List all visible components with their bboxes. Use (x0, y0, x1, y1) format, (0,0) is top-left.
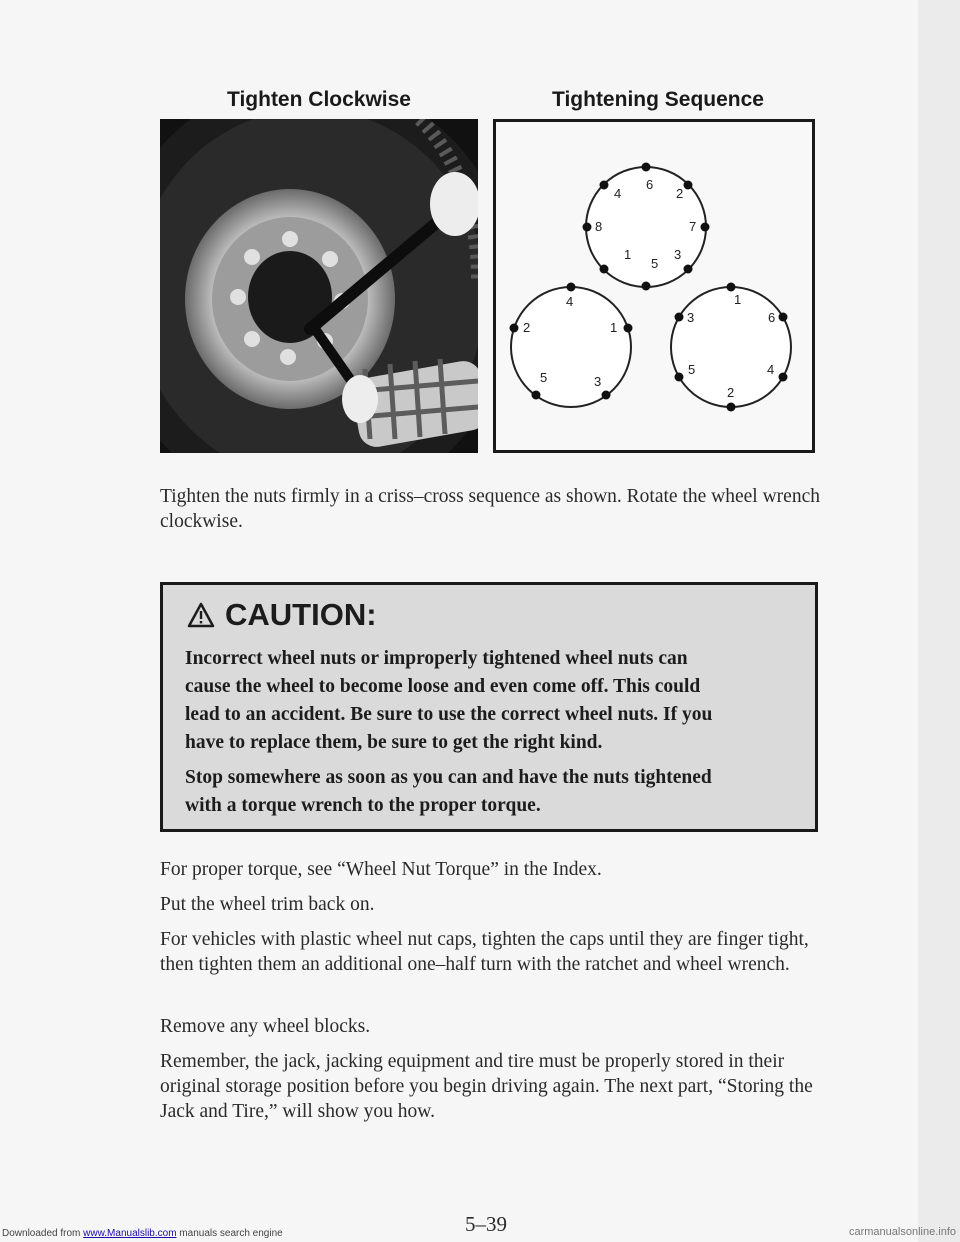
nut-label-8-2: 2 (676, 186, 684, 201)
nut-label-8-5: 5 (651, 256, 659, 271)
wheel-blocks-paragraph: Remove any wheel blocks. (160, 1016, 371, 1037)
nut-label-6-1: 1 (734, 292, 742, 307)
caution-title: CAUTION: (225, 597, 377, 632)
nut-label-8-6: 6 (646, 177, 654, 192)
nut-label-5-1: 1 (610, 320, 618, 335)
nut-label-5-3: 3 (594, 374, 602, 389)
page-number: 5–39 (465, 1212, 507, 1236)
warning-triangle-icon (187, 602, 215, 628)
nut-label-6-4: 4 (767, 362, 775, 377)
caution-box (160, 582, 818, 832)
wheel-trim-paragraph: Put the wheel trim back on. (160, 894, 375, 915)
caution-heading (187, 597, 377, 633)
caution-line-6: with a torque wrench to the proper torque. (185, 795, 541, 816)
tightening-sequence-diagram (493, 119, 815, 453)
nut-label-8-1: 1 (624, 247, 632, 262)
nut-label-5-4: 4 (566, 294, 574, 309)
nut-caps-paragraph: For vehicles with plastic wheel nut caps, tighten the caps until they are finger tight, then tighten them an additional one–half turn with the ratchet and wheel wrench. (160, 929, 809, 975)
nut-label-6-3: 3 (687, 310, 695, 325)
nut-label-6-2: 2 (727, 385, 735, 400)
caution-line-1: Incorrect wheel nuts or improperly tightened wheel nuts can (185, 648, 688, 669)
torque-reference-paragraph: For proper torque, see “Wheel Nut Torque” in the Index. (160, 859, 602, 880)
banner-suffix: manuals search engine (176, 1228, 283, 1239)
caution-line-5: Stop somewhere as soon as you can and have the nuts tightened (185, 767, 712, 788)
nut-label-5-5: 5 (540, 370, 548, 385)
nut-label-8-3: 3 (674, 247, 682, 262)
nut-label-8-8: 8 (595, 219, 603, 234)
intro-paragraph: Tighten the nuts firmly in a criss–cross sequence as shown. Rotate the wheel wrench clockwise. (160, 486, 820, 532)
photo-title: Tighten Clockwise (227, 88, 411, 111)
site-watermark: carmanualsonline.info (848, 1226, 956, 1238)
nut-label-8-7: 7 (689, 219, 697, 234)
banner-prefix: Downloaded from (2, 1228, 84, 1239)
storage-reminder-paragraph: Remember, the jack, jacking equipment and tire must be properly stored in their original storage position before you begin driving again. The next part, “Storing the Jack and Tire,” will show you how. (160, 1051, 813, 1122)
nut-label-6-6: 6 (768, 310, 776, 325)
nut-label-6-5: 5 (688, 362, 696, 377)
download-banner (2, 1228, 283, 1239)
nut-label-8-4: 4 (614, 186, 622, 201)
manualslib-link[interactable]: www.Manualslib.com (83, 1228, 177, 1239)
caution-line-2: cause the wheel to become loose and even come off. This could (185, 676, 701, 697)
caution-line-3: lead to an accident. Be sure to use the correct wheel nuts. If you (185, 704, 713, 725)
nut-label-5-2: 2 (523, 320, 531, 335)
caution-line-4: have to replace them, be sure to get the right kind. (185, 732, 603, 753)
wheel-wrench-photo (160, 119, 478, 453)
diagram-title: Tightening Sequence (552, 88, 764, 111)
